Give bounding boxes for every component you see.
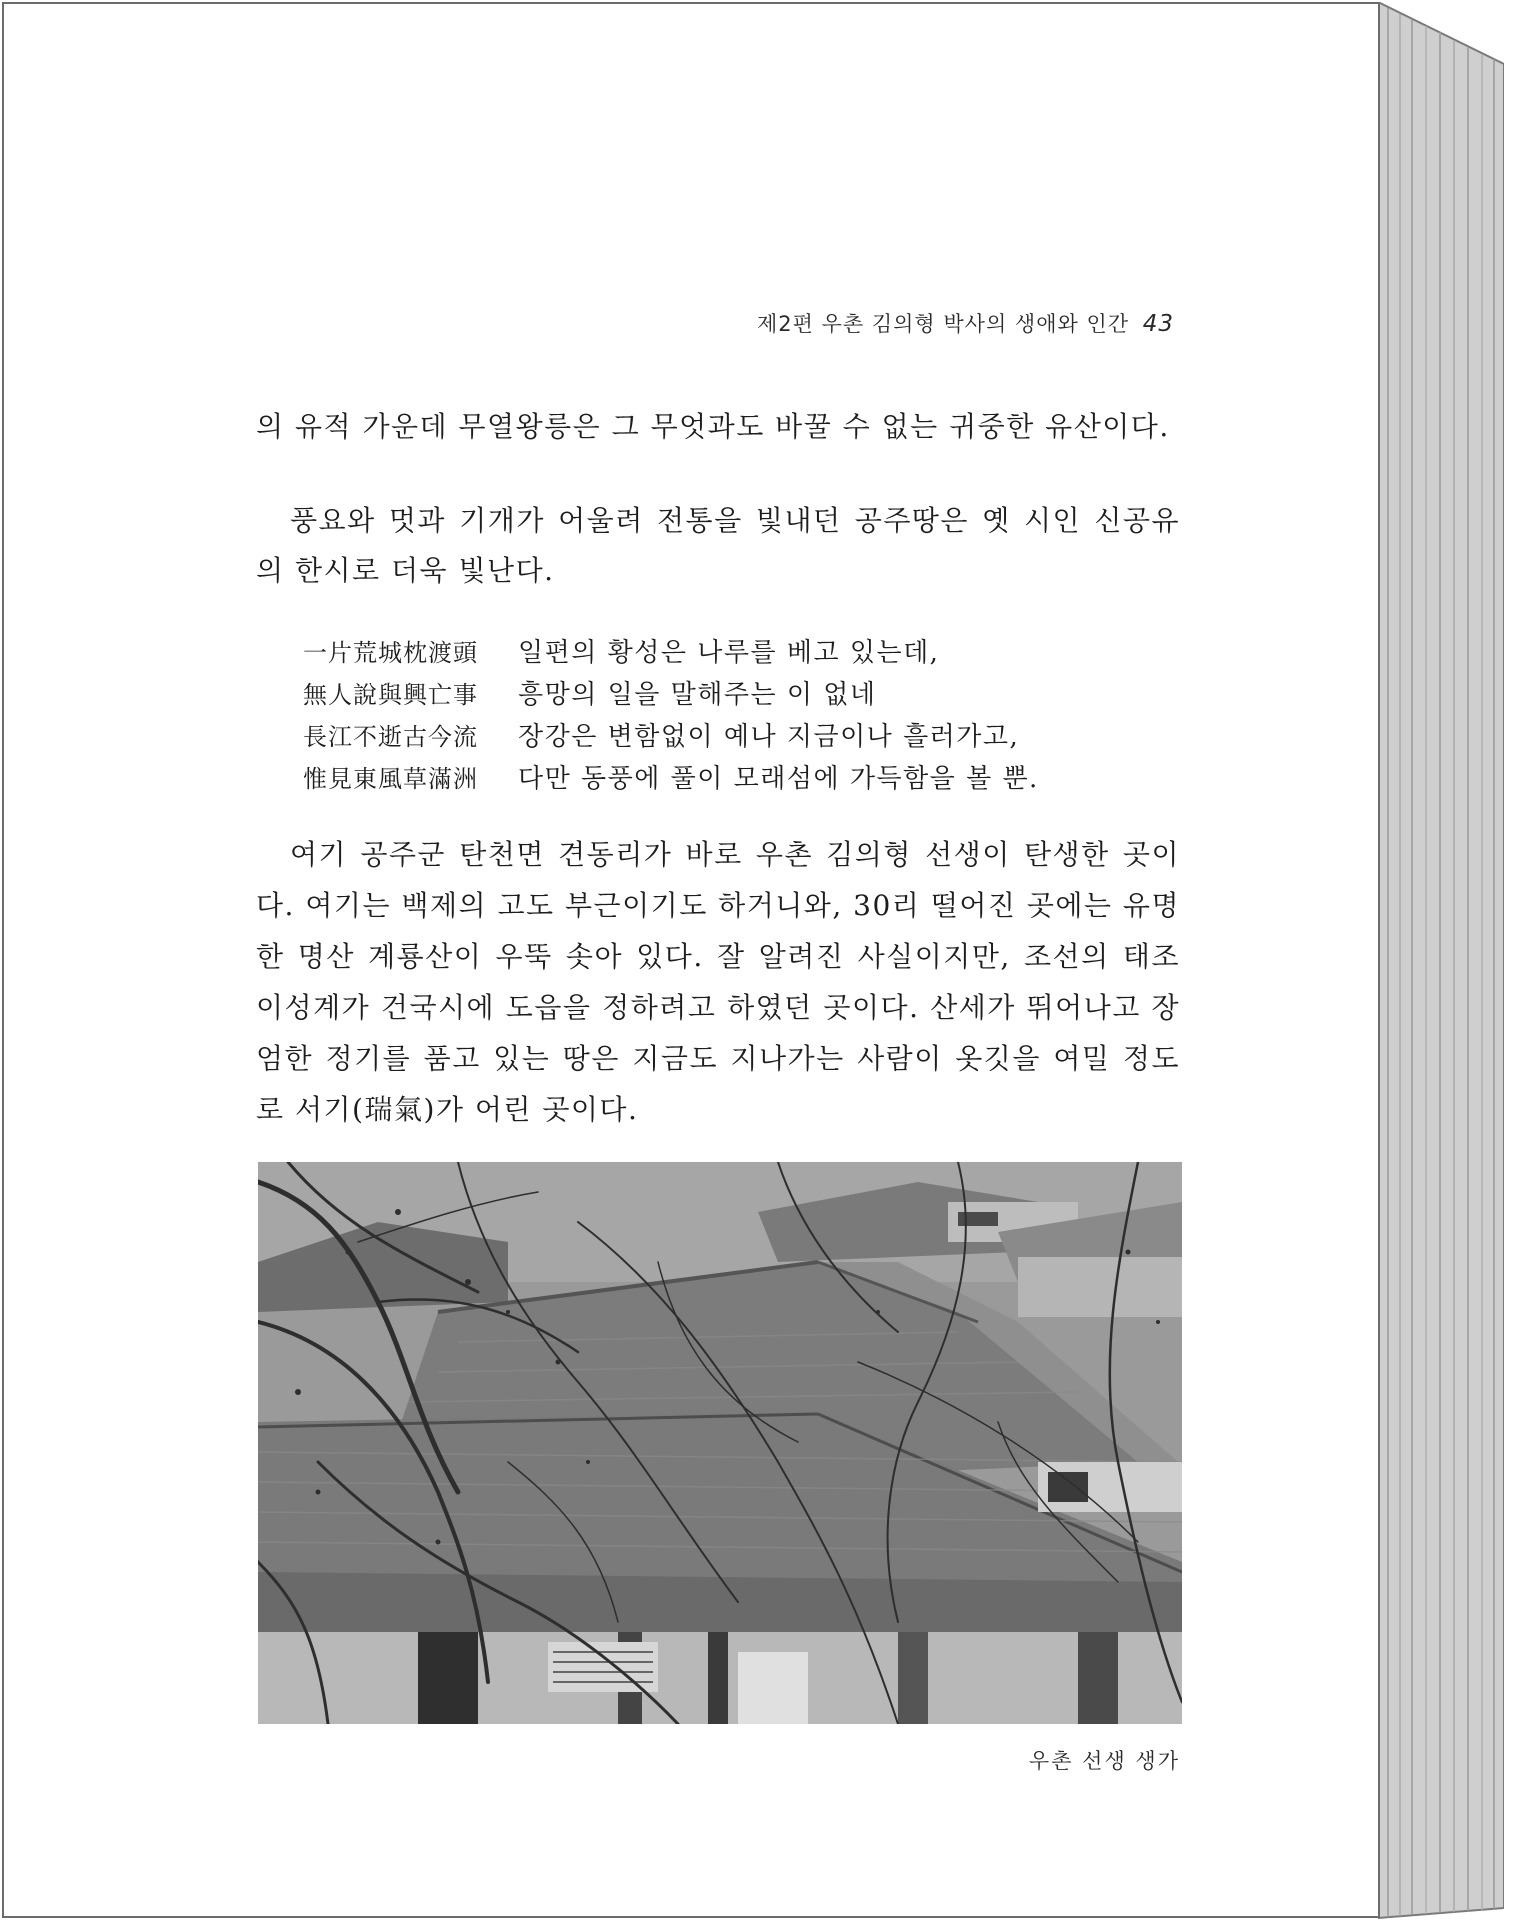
birthplace-photo xyxy=(258,1162,1182,1724)
photo-caption: 우촌 선생 생가 xyxy=(1028,1749,1180,1773)
poem-korean-translation: 다만 동풍에 풀이 모래섬에 가득함을 볼 뿐. xyxy=(518,763,1039,794)
poem-line xyxy=(266,671,1166,713)
poem-chinese-text: 一片荒城枕渡頭 xyxy=(303,638,478,667)
poem-chinese-text: 長江不逝古今流 xyxy=(303,722,478,751)
paragraph-continuation: 의 유적 가운데 무열왕릉은 그 무엇과도 바꿀 수 없는 귀중한 유산이다. xyxy=(256,410,1170,443)
poem-korean-translation: 장강은 변함없이 예나 지금이나 흘러가고, xyxy=(518,721,1020,752)
book-page xyxy=(2,2,1380,1918)
running-header xyxy=(684,308,1174,338)
poem-line xyxy=(266,713,1166,755)
paragraph-intro-poem: 풍요와 멋과 기개가 어울려 전통을 빛내던 공주땅은 옛 시인 신공유의 한시로 더욱 빛난다. xyxy=(256,504,1180,587)
poem-block xyxy=(266,629,1166,797)
book-block-edge xyxy=(1378,2,1504,1920)
poem-line xyxy=(266,755,1166,797)
poem-korean-translation: 흥망의 일을 말해주는 이 없네 xyxy=(518,679,877,710)
section-title: 제2편 우촌 김의형 박사의 생애와 인간 xyxy=(757,312,1130,336)
poem-chinese-text: 無人說與興亡事 xyxy=(303,680,478,709)
poem-line xyxy=(266,629,1166,671)
paragraph-birthplace: 여기 공주군 탄천면 견동리가 바로 우촌 김의형 선생이 탄생한 곳이다. 여기는 백제의 고도 부근이기도 하거니와, 30리 떨어진 곳에는 유명한 명산 계룡산이 우뚝 솟아 있다. 잘 알려진 사실이지만, 조선의 태조 이성계가 건국시에 도읍을 정하려고 하였던 곳이다. 산세가 뛰어나고 장엄한 정기를 품고 있는 땅은 지금도 지나가는 사람이 옷깃을 여밀 정도로 서기(瑞氣)가 어린 곳이다. xyxy=(256,838,1180,1126)
house-illustration xyxy=(258,1162,1182,1724)
poem-korean-translation: 일편의 황성은 나루를 베고 있는데, xyxy=(518,637,940,668)
page-number: 43 xyxy=(1142,311,1174,337)
poem-chinese-text: 惟見東風草滿洲 xyxy=(303,764,478,793)
